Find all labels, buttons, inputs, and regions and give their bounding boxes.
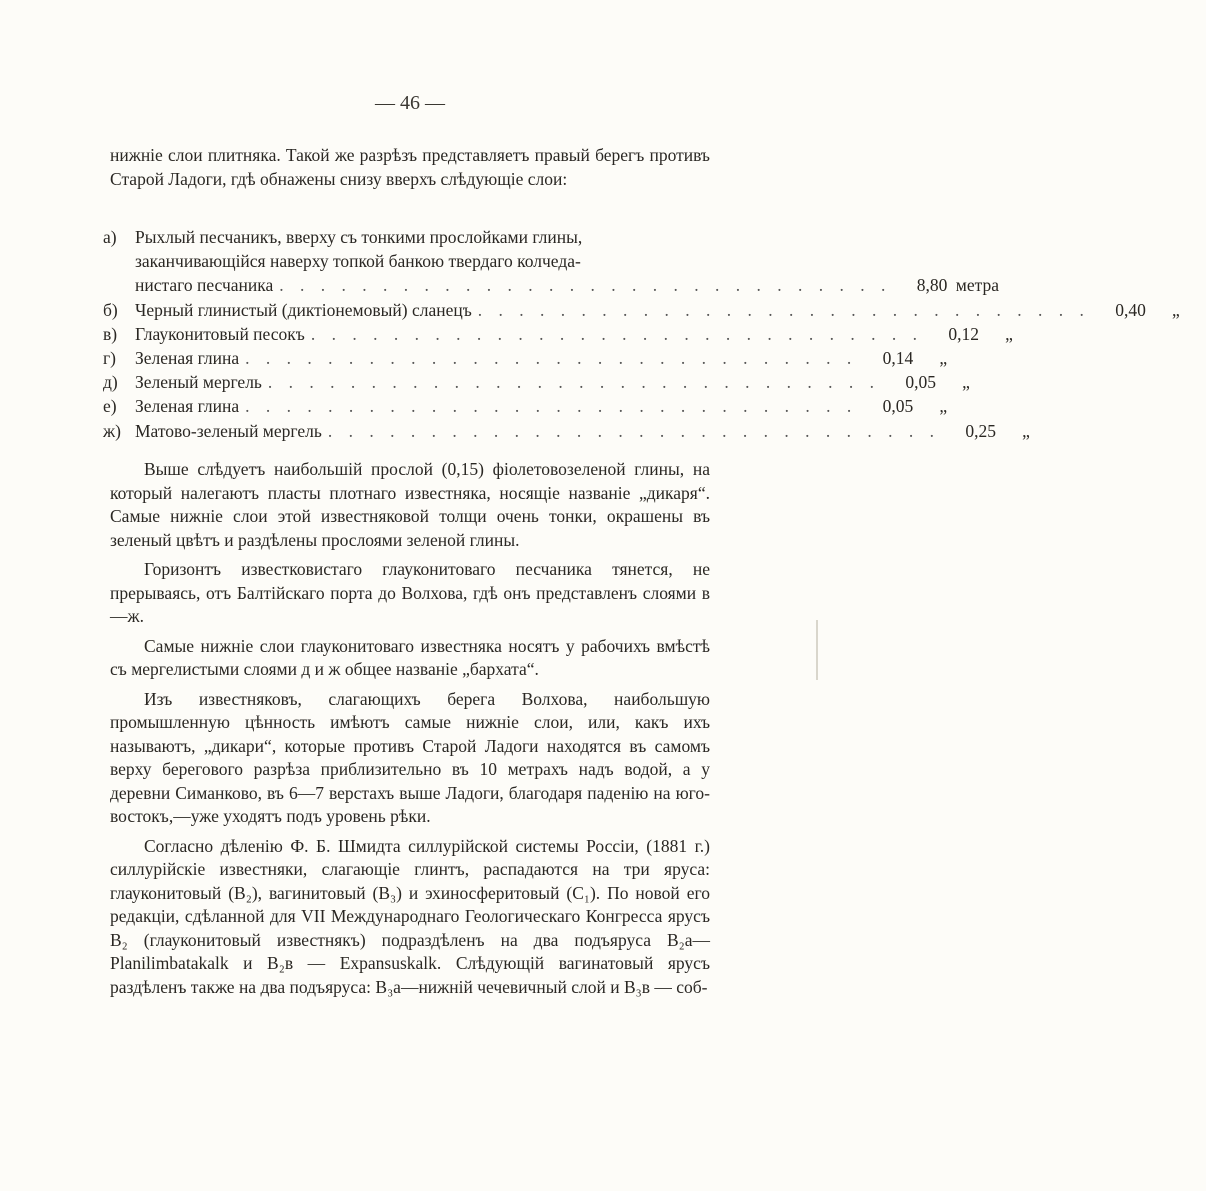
dot-leader: . . . . . . . . . . . . . . . . . . . . . . . . . . . . . .	[267, 372, 881, 393]
layer-letter: а)	[103, 227, 117, 247]
layer-item-last-line	[103, 273, 1000, 297]
layer-letter: е)	[103, 396, 117, 417]
layer-thickness: 0,14	[882, 348, 914, 369]
layer-letter: б)	[103, 299, 118, 320]
layer-unit: „	[1172, 299, 1180, 320]
page-edge-mark	[816, 620, 818, 680]
layer-thickness: 8,80	[916, 275, 948, 296]
layer-unit: „	[939, 396, 948, 417]
body-text	[110, 458, 710, 999]
dot-leader: . . . . . . . . . . . . . . . . . . . . . . . . . . . . . .	[310, 323, 923, 344]
layer-item	[103, 225, 713, 249]
paragraph: Самые нижніе слои глауконитоваго известняка носятъ у рабочихъ вмѣстѣ съ мергелистыми слоями д и ж общее названіе „бархата“.	[110, 635, 710, 679]
layer-item	[103, 394, 948, 418]
layer-letter: д)	[103, 372, 118, 393]
layer-description-line: нистаго песчаника	[135, 275, 274, 296]
page-number: — 46 —	[375, 92, 445, 114]
paragraph: Изъ известняковъ, слагающихъ берега Волхова, наибольшую промышленную цѣнность имѣютъ самые нижніе слои, или, какъ ихъ называютъ, „дикари“, которые противъ Старой Ладоги находятся въ самомъ верху берегового разрѣза приблизительно въ 10 метрахъ надъ водой, а у деревни Симанково, въ 6—7 верстахъ выше Ладоги, благодаря паденію на юго-востокъ,—уже уходятъ подъ уровень рѣки.	[110, 688, 710, 826]
layer-description-line: Черный глинистый (диктіонемовый) сланецъ	[135, 299, 472, 320]
dot-leader: . . . . . . . . . . . . . . . . . . . . . . . . . . . . . .	[245, 348, 858, 369]
layer-item	[103, 419, 1030, 443]
layer-unit: метра	[955, 275, 1000, 296]
layer-item	[103, 298, 1180, 322]
paragraph: Согласно дѣленію Ф. Б. Шмидта силлурійской системы Россіи, (1881 г.) силлурійскіе известняки, слагающіе глинтъ, распадаются на три яруса: глауконитовый (B₂), вагинитовый (B₃) и эхиносферитовый (C₁). По новой его редакціи, сдѣланной для VII Международнаго Геологическаго Конгресса ярусъ B₂ (глауконитовый известнякъ) подраздѣленъ на два подъяруса B₂а—Planilimbatakalk и B₂в — Expansuskalk. Слѣдующій вагинатовый ярусъ раздѣленъ также на два подъяруса: B₃а—нижній чечевичный слой и B₃в — соб-	[110, 835, 710, 997]
layer-unit: „	[1022, 420, 1030, 441]
paragraph: Выше слѣдуетъ наибольшій прослой (0,15) фіолетовозеленой глины, на который налегаютъ пласты плотнаго известняка, носящіе названіе „дикаря“. Самые нижніе слои этой известняковой толщи очень тонки, окрашены въ зеленый цвѣтъ и раздѣлены прослоями зеленой глины.	[110, 459, 710, 550]
layer-letter: ж)	[103, 420, 121, 441]
layer-description-line: Матово-зеленый мергель	[135, 420, 322, 441]
layer-item	[103, 346, 948, 370]
layer-description-line: Зеленая глина	[135, 396, 240, 417]
layer-item	[103, 370, 970, 394]
layer-thickness: 0,40	[1115, 299, 1146, 320]
dot-leader: . . . . . . . . . . . . . . . . . . . . . . . . . . . . . .	[327, 420, 940, 441]
layer-unit: „	[939, 348, 948, 369]
layer-description-line: заканчивающійся наверху топкой банкою твердаго колчеда-	[135, 251, 581, 272]
layer-thickness: 0,05	[905, 372, 937, 393]
dot-leader: . . . . . . . . . . . . . . . . . . . . . . . . . . . . . .	[245, 396, 858, 417]
layer-item	[103, 322, 1013, 346]
layer-thickness: 0,05	[882, 396, 914, 417]
layer-unit: „	[1005, 323, 1013, 344]
layer-letter: г)	[103, 348, 117, 369]
layer-unit: „	[962, 372, 970, 393]
layer-description-line: Зеленый мергель	[135, 372, 262, 393]
layer-thickness: 0,12	[948, 323, 979, 344]
paragraph: Горизонтъ известковистаго глауконитоваго песчаника тянется, не прерываясь, отъ Балтійскаго порта до Волхова, гдѣ онъ представленъ слоями в—ж.	[110, 559, 710, 626]
layer-description-line: Глауконитовый песокъ	[135, 323, 305, 344]
layer-list	[103, 225, 1180, 443]
dot-leader: . . . . . . . . . . . . . . . . . . . . . . . . . . . . . .	[477, 299, 1090, 320]
layer-letter: в)	[103, 323, 118, 344]
layer-description-line: Зеленая глина	[135, 348, 240, 369]
layer-thickness: 0,25	[965, 420, 996, 441]
intro-paragraph: нижніе слои плитняка. Такой же разрѣзъ представляетъ правый берегъ противъ Старой Ладоги, гдѣ обнажены снизу вверхъ слѣдующіе слои:	[110, 145, 710, 189]
dot-leader: . . . . . . . . . . . . . . . . . . . . . . . . . . . . . .	[279, 275, 892, 296]
layer-description-line: Рыхлый песчаникъ, вверху съ тонкими прослойками глины,	[135, 227, 583, 247]
